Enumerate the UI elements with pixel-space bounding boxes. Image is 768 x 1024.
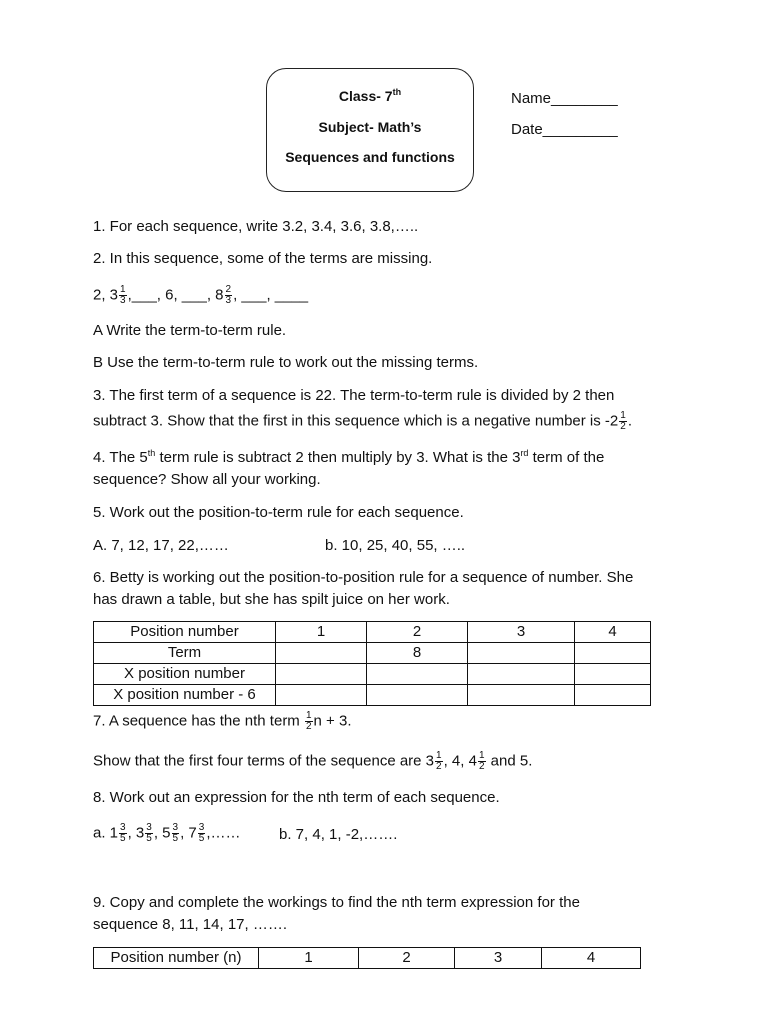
question-9-table [93,947,641,969]
table-cell: 3 [455,948,542,969]
table-cell: 3 [468,622,575,643]
table-cell[interactable] [276,664,367,685]
table-cell: 2 [367,622,468,643]
question-5: 5. Work out the position-to-term rule for each sequence. [93,504,464,521]
question-8-a: a. 1 $\frac{3}{5}$ , 3 $\frac{3}{5}$ , 5 $\frac{3}{5}$ , 7 $\frac{3}{5}$ ,…… [93,822,241,844]
question-7-show: Show that the first four terms of the sequence are 3 $\frac{1}{2}$ , 4, 4 $\frac{1}{2}$ and 5. [93,750,533,772]
table-cell: 1 [259,948,359,969]
question-2-part-b: B Use the term-to-term rule to work out the missing terms. [93,354,479,371]
table-cell: X position number - 6 [94,685,276,706]
question-8: 8. Work out an expression for the nth term of each sequence. [93,789,500,806]
table-cell[interactable] [367,685,468,706]
question-5-b: b. 10, 25, 40, 55, ….. [325,537,466,554]
question-6-line-1: 6. Betty is working out the position-to-position rule for a sequence of number. She [93,569,634,586]
date-field[interactable]: Date_________ [511,121,618,138]
table-cell: 4 [542,948,641,969]
question-6-line-2: has drawn a table, but she has spilt juice on her work. [93,591,450,608]
table-cell[interactable] [276,643,367,664]
table-cell[interactable] [468,685,575,706]
header-box [266,68,474,192]
question-4-line-2: sequence? Show all your working. [93,471,321,488]
table-cell: 1 [276,622,367,643]
table-cell: 2 [359,948,455,969]
table-cell[interactable] [468,643,575,664]
table-cell: Term [94,643,276,664]
table-cell: 8 [367,643,468,664]
question-2-sequence: 2, 3 $\frac{1}{3}$ ,___, 6, ___, 8 $\frac{2}{3}$ , ___, ____ [93,284,309,306]
question-6-table [93,621,651,706]
question-5-a: A. 7, 12, 17, 22,…… [93,537,229,554]
table-cell[interactable] [575,664,651,685]
question-1: 1. For each sequence, write 3.2, 3.4, 3.6, 3.8,….. [93,218,419,235]
question-7: 7. A sequence has the nth term $\frac{1}{2}$ n + 3. [93,710,352,732]
table-cell[interactable] [575,685,651,706]
name-field[interactable]: Name________ [511,90,618,107]
table-row [94,948,641,969]
question-9-line-1: 9. Copy and complete the workings to find the nth term expression for the [93,894,580,911]
question-8-b: b. 7, 4, 1, -2,……. [279,826,398,843]
table-cell[interactable] [468,664,575,685]
table-cell: Position number (n) [94,948,259,969]
table-cell[interactable] [276,685,367,706]
table-row [94,643,651,664]
table-row [94,622,651,643]
question-2-part-a: A Write the term-to-term rule. [93,322,287,339]
table-cell: X position number [94,664,276,685]
table-cell[interactable] [367,664,468,685]
table-cell: Position number [94,622,276,643]
subject-label: Subject- Math’s [318,119,422,135]
question-3-line-1: 3. The first term of a sequence is 22. The term-to-term rule is divided by 2 then [93,387,615,404]
table-row [94,664,651,685]
table-cell: 4 [575,622,651,643]
topic-label: Sequences and functions [285,149,455,165]
class-label: Class- 7th [338,87,402,104]
question-9-line-2: sequence 8, 11, 14, 17, ……. [93,916,288,933]
table-row [94,685,651,706]
question-3-line-2: subtract 3. Show that the first in this sequence which is a negative number is -2 $\frac{1}{2}$ . [93,410,633,432]
question-2: 2. In this sequence, some of the terms are missing. [93,250,433,267]
table-cell[interactable] [575,643,651,664]
question-4-line-1: 4. The 5th term rule is subtract 2 then multiply by 3. What is the 3rd term of the [93,448,605,466]
